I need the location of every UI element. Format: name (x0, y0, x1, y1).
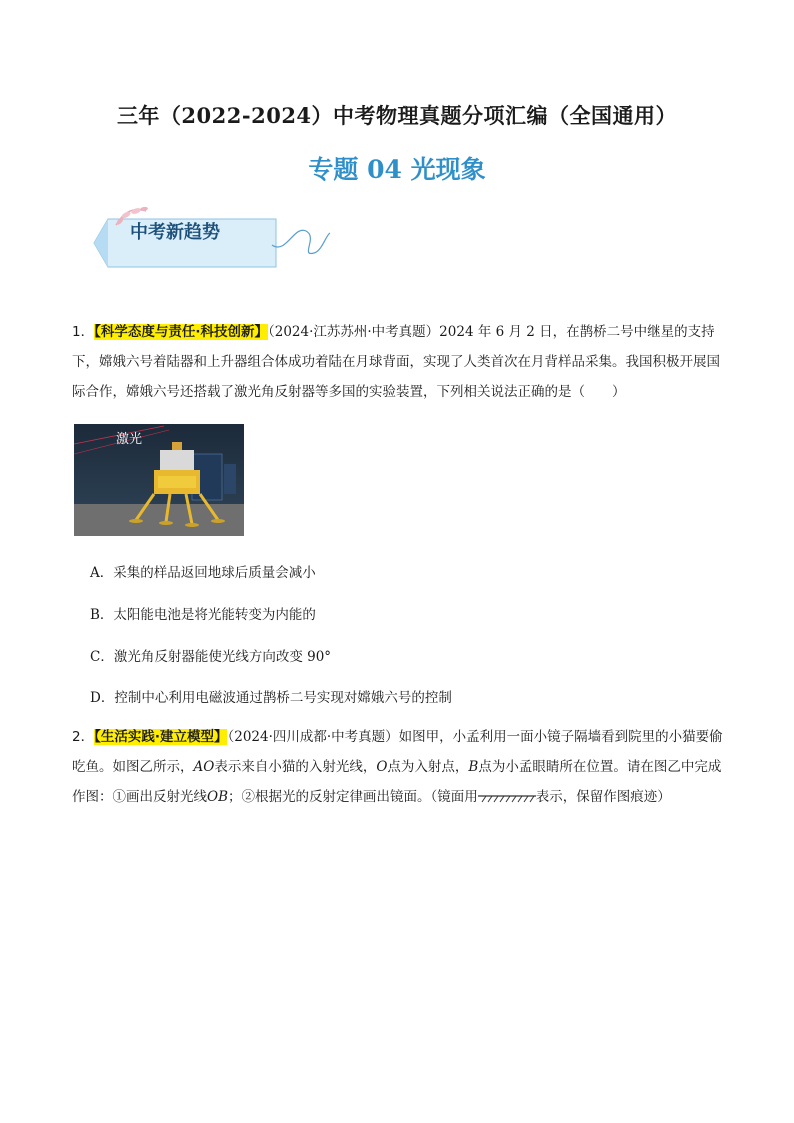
option-b[interactable]: B．太阳能电池是将光能转变为内能的 (90, 607, 316, 623)
question-text: （2024·四川成都·中考真题）如图甲，小孟利用一面小镜子隔墙看到院里的小猫要偷吃鱼。如图乙所示， (72, 729, 723, 775)
question-1 (72, 317, 732, 407)
banner-label: 中考新趋势 (130, 222, 220, 243)
option-a[interactable]: A．采集的样品返回地球后质量会减小 (90, 565, 316, 581)
question-text: 表示来自小猫的入射光线， (214, 759, 377, 775)
photo-label: 激光 (116, 432, 143, 447)
page-title: 三年（2022-2024）中考物理真题分项汇编（全国通用） (116, 103, 678, 128)
question-text: 表示，保留作图痕迹） (535, 789, 671, 805)
question-text: 点为小孟眼睛所在位置。请在图乙中完成作图：①画出反射光线 (72, 759, 722, 805)
var-o: O (376, 759, 388, 775)
question-text: （2024·江苏苏州·中考真题）2024 年 6 月 2 日，在鹊桥二号中继星的支持下，嫦娥六号着陆器和上升器组合体成功着陆在月球背面，实现了人类首次在月背样品采集。我国积极开展国际合作，嫦娥六号还搭载了激光角反射器等多国的实验装置，下列相关说法正确的是（ ） (72, 324, 720, 400)
option-c[interactable]: C．激光角反射器能使光线方向改变 90° (90, 649, 332, 665)
question-number: 1． (72, 324, 95, 340)
question-text: 点为入射点， (387, 759, 469, 775)
question-tag: 【生活实践·建立模型】 (94, 729, 228, 745)
question-text: ；②根据光的反射定律画出镜面。（镜面用 (228, 789, 478, 805)
option-d[interactable]: D．控制中心利用电磁波通过鹊桥二号实现对嫦娥六号的控制 (90, 690, 452, 706)
mirror-symbol-icon (478, 793, 536, 803)
var-b: B (468, 759, 479, 775)
question-number: 2． (72, 729, 95, 745)
question-tag: 【科学态度与责任·科技创新】 (94, 324, 268, 340)
var-ob: OB (207, 789, 228, 805)
lander-photo (74, 424, 244, 536)
var-ao: AO (193, 759, 215, 775)
question-2 (72, 722, 732, 812)
topic-title: 专题 04 光现象 (308, 155, 486, 184)
